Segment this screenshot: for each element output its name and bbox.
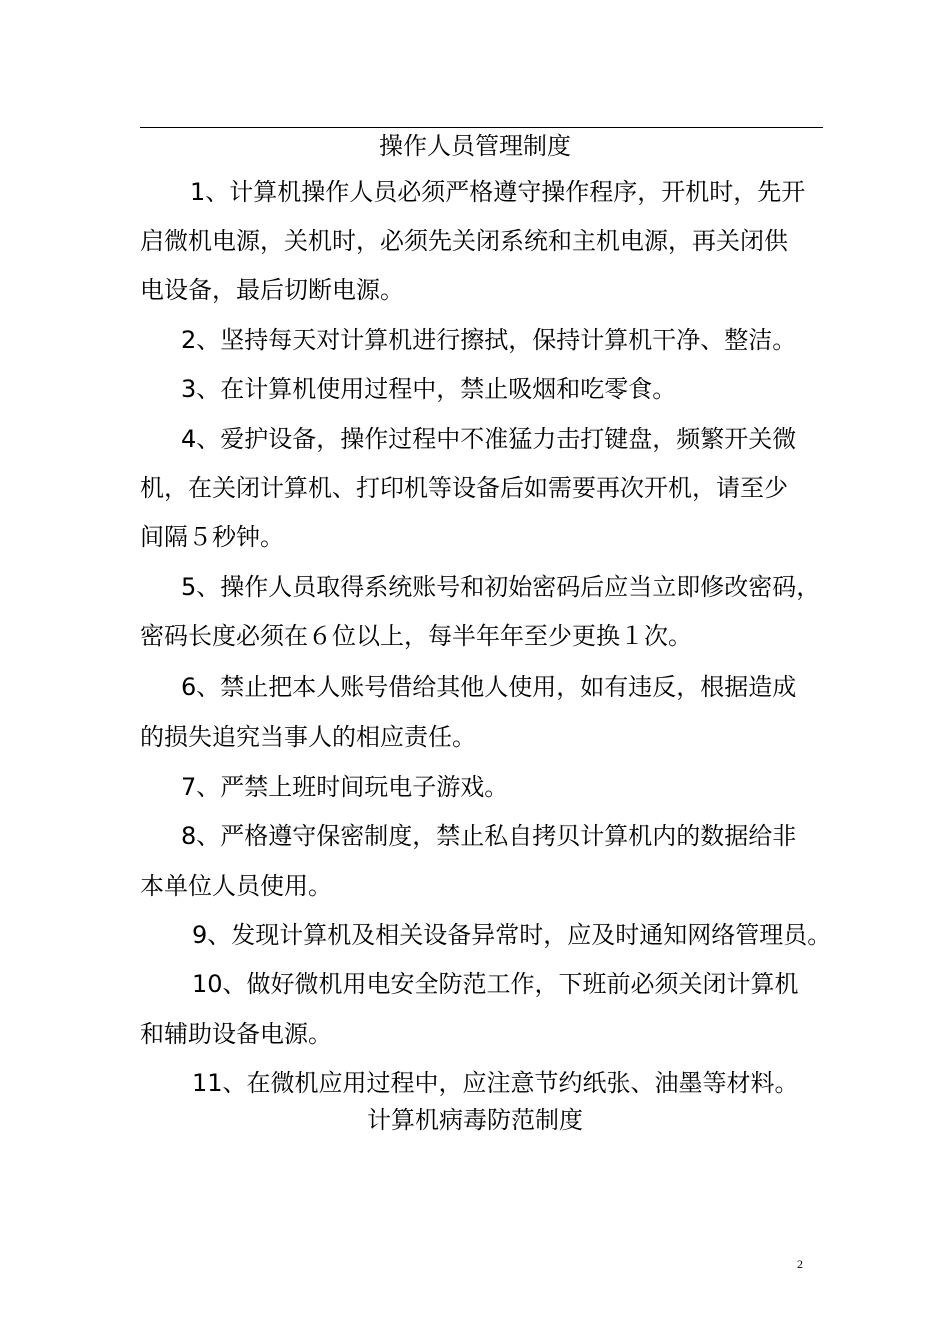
paragraph-line: 10、做好微机用电安全防范工作，下班前必须关闭计算机 bbox=[192, 970, 799, 998]
paragraph-line: 8、严格遵守保密制度，禁止私自拷贝计算机内的数据给非 bbox=[181, 822, 797, 850]
paragraph-line: 2、坚持每天对计算机进行擦拭，保持计算机干净、整洁。 bbox=[181, 326, 797, 354]
paragraph-line: 1、计算机操作人员必须严格遵守操作程序，开机时，先开 bbox=[190, 178, 806, 206]
page-number: 2 bbox=[797, 1257, 803, 1271]
paragraph-line: 密码长度必须在６位以上，每半年年至少更换１次。 bbox=[140, 622, 692, 650]
header-rule bbox=[140, 127, 823, 128]
page-title: 操作人员管理制度 bbox=[379, 132, 571, 160]
paragraph-line: 启微机电源，关机时，必须先关闭系统和主机电源，再关闭供 bbox=[140, 227, 788, 255]
paragraph-line: 4、爱护设备，操作过程中不准猛力击打键盘，频繁开关微 bbox=[181, 425, 797, 453]
paragraph-line: 的损失追究当事人的相应责任。 bbox=[140, 723, 476, 751]
paragraph-line: 9、发现计算机及相关设备异常时，应及时通知网络管理员。 bbox=[192, 921, 832, 949]
paragraph-line: 本单位人员使用。 bbox=[140, 872, 332, 900]
paragraph-line: 7、严禁上班时间玩电子游戏。 bbox=[181, 773, 509, 801]
next-section-title: 计算机病毒防范制度 bbox=[367, 1106, 583, 1134]
paragraph-line: 和辅助设备电源。 bbox=[140, 1020, 332, 1048]
paragraph-line: 机，在关闭计算机、打印机等设备后如需要再次开机，请至少 bbox=[140, 474, 788, 502]
paragraph-line: 5、操作人员取得系统账号和初始密码后应当立即修改密码， bbox=[181, 573, 821, 601]
paragraph-line: 间隔５秒钟。 bbox=[140, 523, 284, 551]
paragraph-line: 电设备，最后切断电源。 bbox=[140, 276, 404, 304]
paragraph-line: 11、在微机应用过程中，应注意节约纸张、油墨等材料。 bbox=[192, 1069, 799, 1097]
paragraph-line: 3、在计算机使用过程中，禁止吸烟和吃零食。 bbox=[181, 375, 677, 403]
paragraph-line: 6、禁止把本人账号借给其他人使用，如有违反，根据造成 bbox=[181, 673, 797, 701]
